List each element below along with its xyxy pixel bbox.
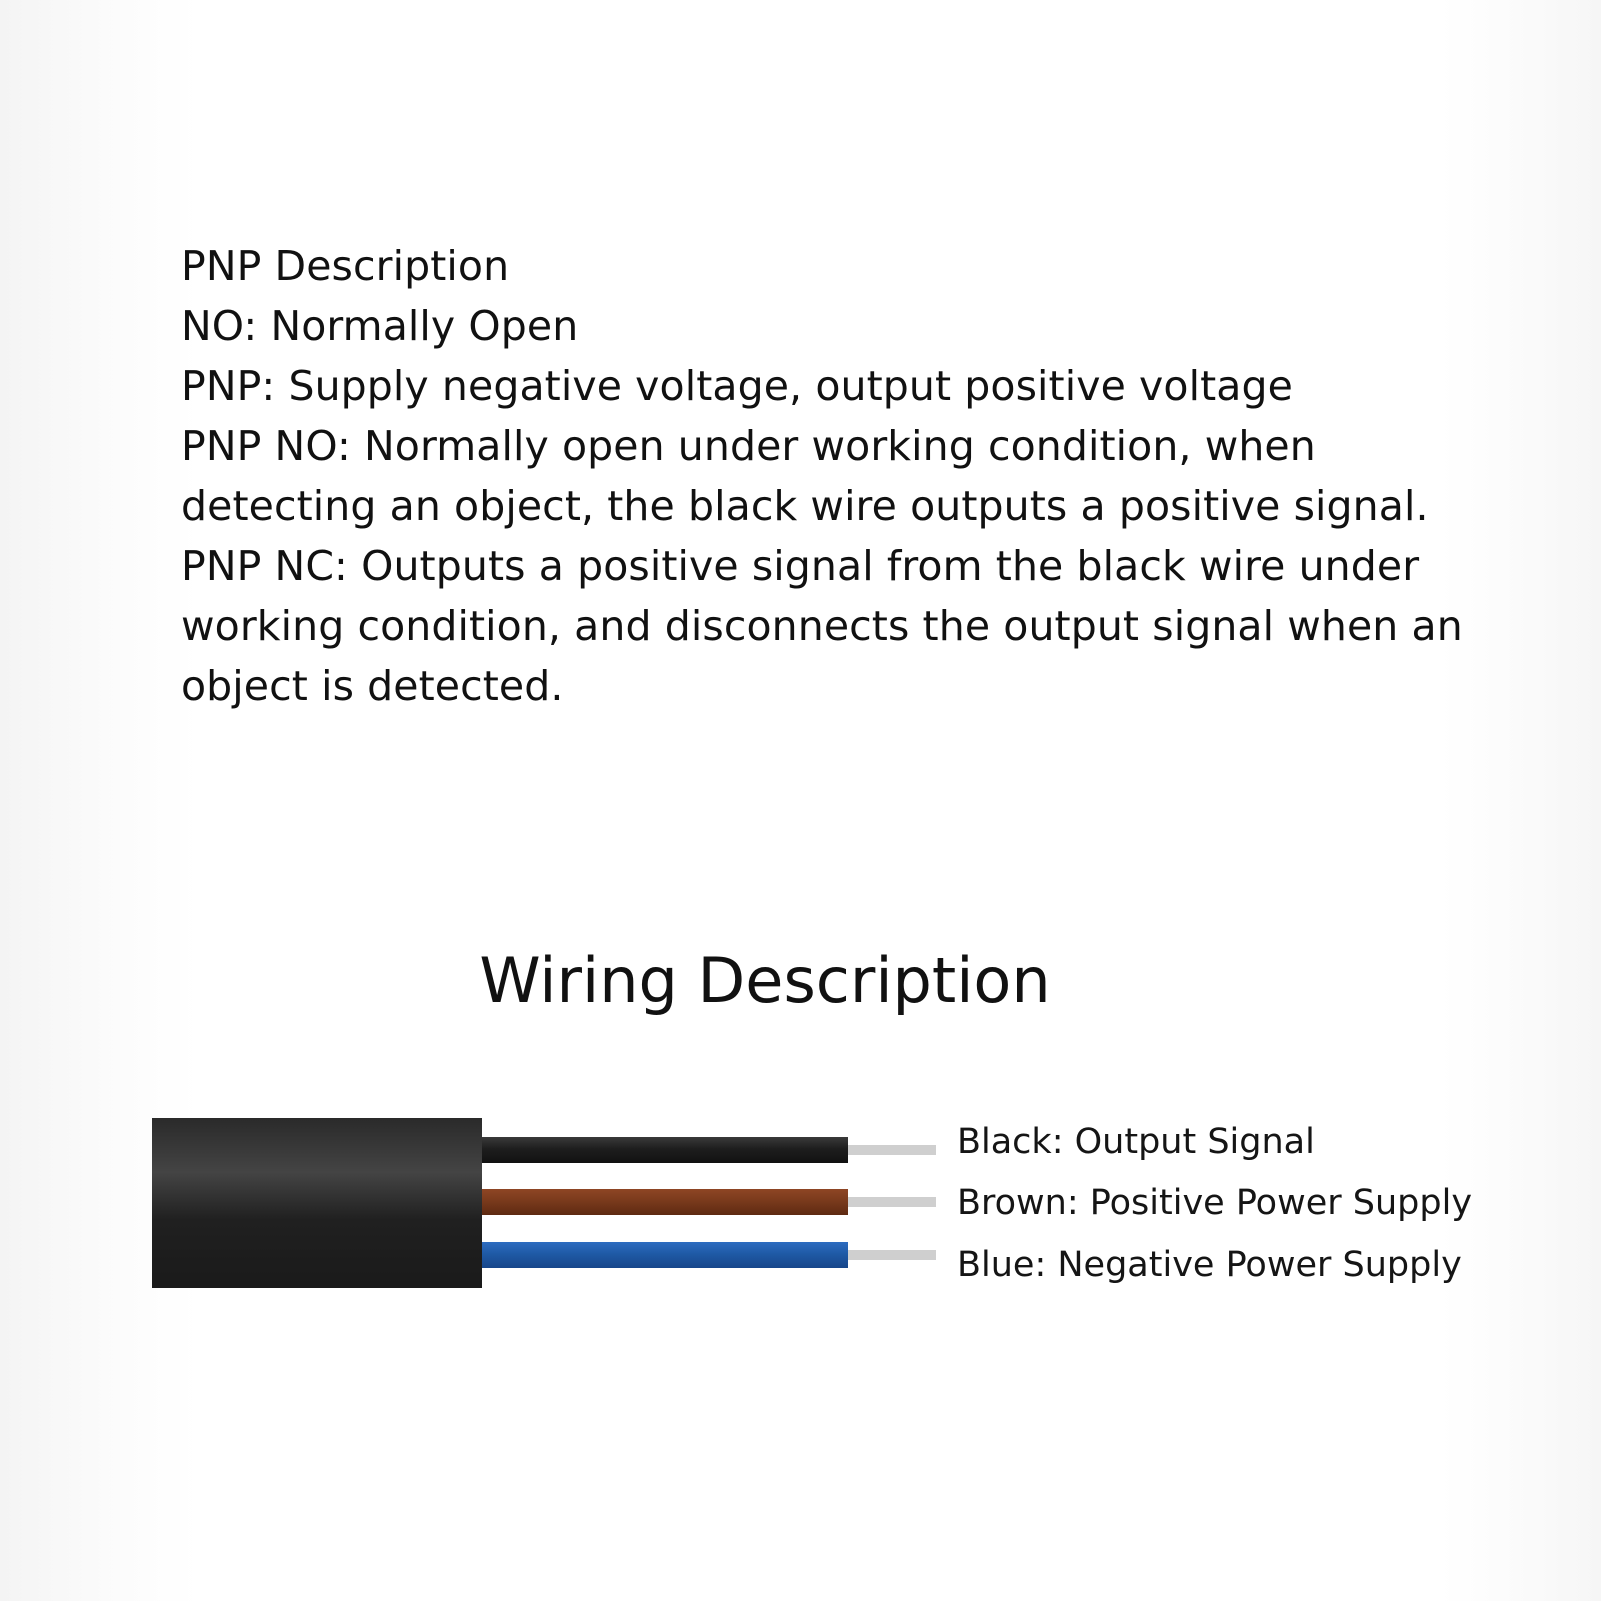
pnp-definition: PNP: Supply negative voltage, output positive voltage: [181, 362, 1293, 410]
wiring-description-title: Wiring Description: [479, 944, 1051, 1017]
black-wire-insulation: [482, 1137, 848, 1163]
pnp-nc-description: PNP NC: Outputs a positive signal from the black wire under working condition, and disconnects the output signal when an object is detected.: [181, 542, 1463, 710]
black-wire: [482, 1137, 936, 1163]
blue-wire-label: Blue: Negative Power Supply: [957, 1245, 1462, 1285]
no-definition: NO: Normally Open: [181, 302, 579, 350]
black-wire-conductor: [848, 1145, 936, 1155]
brown-wire-label: Brown: Positive Power Supply: [957, 1183, 1473, 1223]
blue-wire-insulation: [482, 1242, 848, 1268]
black-wire-label: Black: Output Signal: [957, 1122, 1315, 1162]
brown-wire: [482, 1189, 936, 1215]
blue-wire-conductor: [848, 1250, 936, 1260]
pnp-no-description: PNP NO: Normally open under working condition, when detecting an object, the black wire outputs a positive signal.: [181, 422, 1429, 530]
blue-wire: [482, 1242, 936, 1268]
brown-wire-insulation: [482, 1189, 848, 1215]
cable-jacket: [152, 1118, 482, 1288]
brown-wire-conductor: [848, 1197, 936, 1207]
pnp-description-heading: PNP Description: [181, 242, 510, 290]
